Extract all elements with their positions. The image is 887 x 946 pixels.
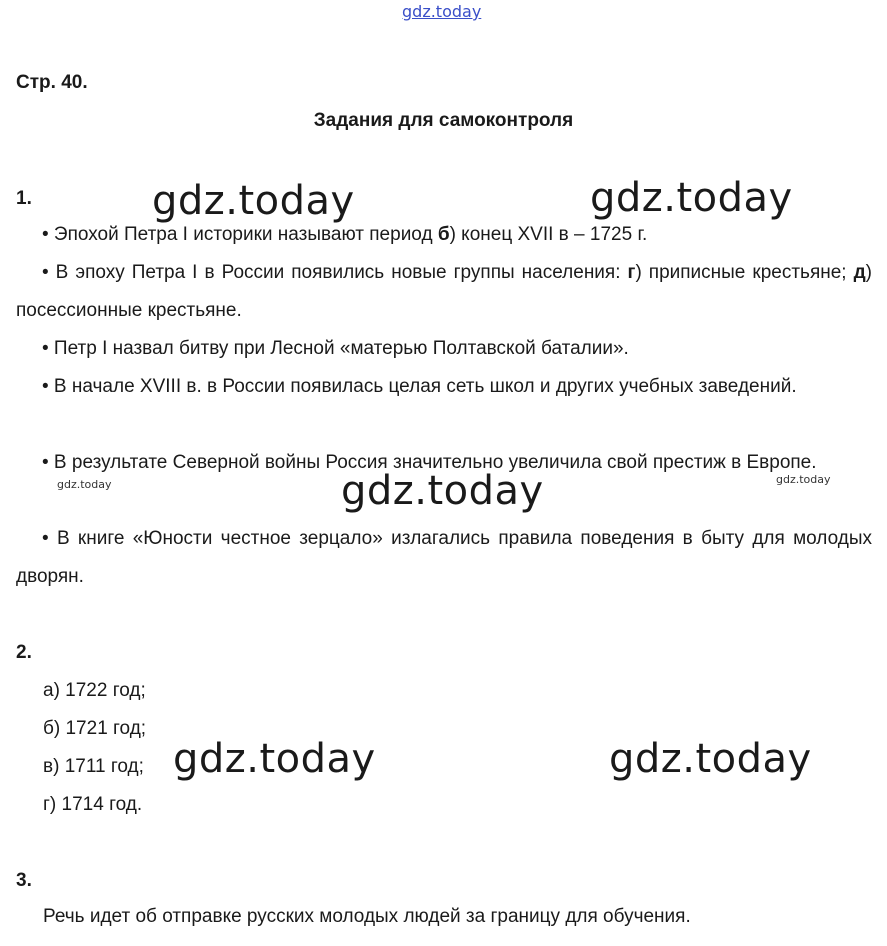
q1-statement-3: • Петр I назвал битву при Лесной «матерью Полтавской баталии». [42,338,629,359]
q1-statement-4: • В начале XVIII в. в России появилась целая сеть школ и других учебных заведений. [42,376,797,397]
q2-option-d: г) 1714 год. [43,794,143,815]
q1-statement-5: • В результате Северной войны Россия значительно увеличила свой престиж в Европе. [42,452,817,473]
q1-statement-6: • В книге «Юности честное зерцало» излагались правила поведения в быту для молодых дворян. [16,528,872,587]
watermark-top-link[interactable]: gdz.today [402,2,482,21]
watermark: gdz.today [173,736,376,782]
q2-option-b: б) 1721 год; [43,718,147,739]
watermark: gdz.today [341,468,544,514]
watermark-small: gdz.today [776,473,831,486]
watermark-small: gdz.today [57,478,112,491]
watermark: gdz.today [609,736,812,782]
q3-answer: Речь идет об отправке русских молодых людей за границу для обучения. [43,906,691,927]
q1-statement-1: • Эпохой Петра I историки называют период б) конец XVII в – 1725 г. [42,224,648,245]
question-1-number: 1. [16,188,32,209]
q2-option-c: в) 1711 год; [43,756,144,777]
question-3-number: 3. [16,870,32,891]
q2-option-a: а) 1722 год; [43,680,146,701]
question-2-number: 2. [16,642,32,663]
q1-statement-2: • В эпоху Петра I в России появились новые группы населения: г) приписные крестьяне; д) посессионные крестьяне. [16,262,872,321]
section-title: Задания для самоконтроля [313,110,574,131]
watermark: gdz.today [590,175,793,221]
page-reference: Стр. 40. [16,72,88,93]
watermark: gdz.today [152,178,355,224]
